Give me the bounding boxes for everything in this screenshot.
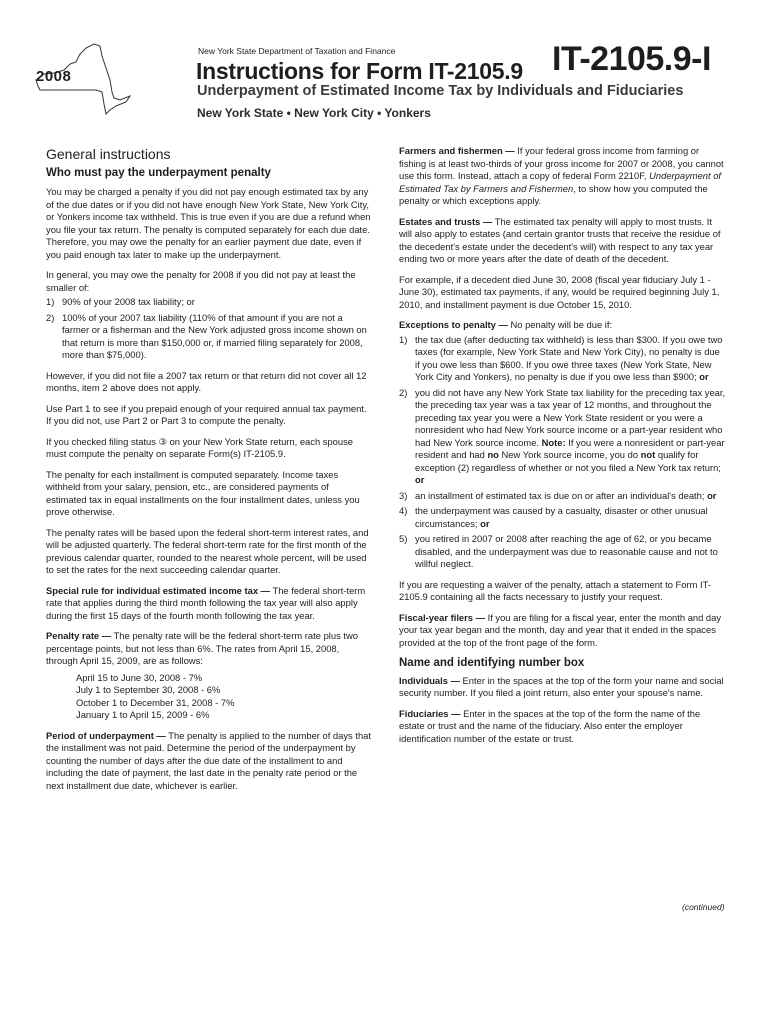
list-item: [46, 312, 372, 362]
subheading-name-box: Name and identifying number box: [399, 657, 585, 669]
tax-year: 2008: [36, 68, 72, 85]
body-text: Enter in the spaces at the top of the form your name and social security number. If you filed a joint return, also enter your spouse's name.: [399, 674, 724, 698]
list-number: 3): [399, 489, 408, 501]
note-text: If you were a nonresident or part-year resident and had: [415, 436, 725, 460]
note-emphasis: not: [640, 449, 656, 460]
special-rule-paragraph: [46, 585, 372, 623]
paragraph: For example, if a decedent died June 30, 2008 (fiscal year fiduciary July 1 - June 30), estimated tax payments, if any, would be required beginning July 1, 2010, and installment payment is due October 15, 2010.: [399, 273, 720, 310]
list-item: [399, 490, 727, 503]
page-subtitle: Underpayment of Estimated Income Tax by Individuals and Fiduciaries: [197, 83, 684, 99]
paragraph: In general, you may owe the penalty for 2008 if you did not pay at least the smaller of:: [46, 269, 356, 293]
list-text: an installment of estimated tax is due on or after an individual's death;: [415, 489, 708, 501]
department-name: New York State Department of Taxation and Finance: [198, 46, 396, 56]
fiscal-year-paragraph: [399, 612, 727, 650]
paragraph: You may be charged a penalty if you did not pay enough estimated tax by any of the due dates or if you did not have enough New York State, New York City, or Yonkers income tax withheld. This is true even if you are due a refund when you file your tax return. The penalty is computed separately for each due date. Therefore, you may owe the penalty for an earlier payment due date, even if you paid enough tax later to make up the underpayment.: [46, 186, 371, 260]
list-text: the tax due (after deducting tax withheld) is less than $300. If you owe two taxes (for example, New York State and New York City), no penalty is due if you owe less than $600. If you owe three taxes (New York State, New York City and Yonkers), no penalty is due if you owe less than $900;: [415, 333, 723, 382]
exceptions-paragraph: [399, 319, 727, 332]
individuals-paragraph: [399, 675, 727, 700]
jurisdiction-nys: New York State: [197, 106, 284, 120]
continued-note: (continued): [682, 902, 725, 912]
paragraph: If you checked filing status ③ on your New York State return, each spouse must compute the penalty on separate Form(s) IT-2105.9.: [46, 435, 354, 459]
estates-paragraph: [399, 216, 727, 266]
rate-list: [46, 672, 372, 722]
note-label: Note:: [541, 436, 566, 448]
form-title-italic: Underpayment of Estimated Tax by Farmers and Fishermen: [399, 170, 722, 194]
right-column: [399, 145, 727, 753]
lead-in: Farmers and fishermen —: [399, 145, 515, 156]
jurisdiction-yonkers: Yonkers: [384, 106, 431, 120]
paragraph: The penalty rates will be based upon the federal short-term interest rates, and will be adjusted quarterly. The federal short-term rate for the first month of the previous calendar quarter, rounded to the nearest whole percent, will be used to set the rates for the next succeeding calendar quarter.: [46, 526, 369, 575]
lead-in: Fiscal-year filers —: [399, 611, 485, 623]
list-text: the underpayment was caused by a casualty, disaster or other unusual circumstances;: [415, 505, 708, 529]
page-title: Instructions for Form IT-2105.9: [196, 58, 523, 84]
list-item: [399, 533, 727, 571]
lead-in: Period of underpayment —: [46, 729, 166, 741]
subheading-who-must-pay: Who must pay the underpayment penalty: [46, 166, 271, 179]
left-column: [46, 145, 372, 800]
body-text: The estimated tax penalty will apply to most trusts. It will also apply to estates (and certain grantor trusts that receive the residue of the decedent's estate under the decedent's will) with respect to any tax year ending two or more years after the date of death of the decedent.: [399, 215, 721, 264]
lead-in: Exceptions to penalty —: [399, 319, 508, 330]
list-text: 90% of your 2008 tax liability; or: [62, 296, 195, 307]
lead-in: Penalty rate —: [46, 630, 112, 641]
body-text: Enter in the spaces at the top of the form the name of the estate or trust and the name of the fiduciary. Also enter the employer identification number of the estate or trust.: [399, 707, 701, 744]
list-text: 100% of your 2007 tax liability (110% of that amount if you are not a farmer or a fisherman and the New York adjusted gross income shown on that return is more than $150,000 or, if married filing separately for 2008, more than $75,000).: [62, 311, 367, 360]
list-number: 2): [46, 311, 55, 323]
list-text: you retired in 2007 or 2008 after reaching the age of 62, or you became disabled, and the underpayment was due to reasonable cause and not to willful neglect.: [415, 533, 718, 569]
list-number: 1): [46, 296, 55, 307]
jurisdictions: [197, 106, 431, 120]
bullet-separator: •: [286, 106, 291, 120]
rate-item: October 1 to December 31, 2008 - 7%: [76, 696, 235, 708]
paragraph: The penalty for each installment is computed separately. Income taxes withheld from your salary, pension, etc., are considered payments of estimated tax in equal installments on the four installment dates, unless you prove otherwise.: [46, 468, 360, 517]
note-text: New York source income, you do: [498, 449, 641, 460]
list-number: 2): [399, 386, 408, 398]
rate-item: January 1 to April 15, 2009 - 6%: [76, 709, 210, 720]
farmers-paragraph: [399, 145, 727, 208]
note-text: qualify for exception (2) regardless of whether or not you filed a New York tax return;: [415, 449, 721, 473]
bullet-separator: •: [377, 106, 382, 120]
paragraph: Use Part 1 to see if you prepaid enough of your required annual tax payment. If you did not, use Part 2 or Part 3 to compute the penalty.: [46, 402, 367, 426]
penalty-rate-paragraph: [46, 630, 372, 668]
section-heading: General instructions: [46, 146, 171, 162]
list-number: 1): [399, 333, 408, 345]
list-conjunction: or: [480, 517, 490, 529]
list-item: [399, 387, 727, 487]
list-conjunction: or: [707, 489, 717, 501]
body-text: If you are filing for a fiscal year, enter the month and day your tax year began and the month, day and year that it ended in the spaces provided at the top of the front page of the form.: [399, 611, 722, 648]
list-text: you did not have any New York State tax liability for the preceding tax year, the preceding tax year was a tax year of 12 months, and throughout the preceding tax year you were a New York State resident or you were a nonresident who had New York source income or a part-year resident who had New York source income.: [415, 386, 726, 448]
body-text: The penalty is applied to the number of days that the installment was not paid. Determine the period of the underpayment by counting the number of days after the due date of the installment to and including the date of payment, the last date in the penalty rate period or the next installment due date, whichever is earlier.: [46, 729, 371, 791]
lead-in: Special rule for individual estimated income tax —: [46, 584, 271, 596]
list-item: [399, 505, 727, 530]
note-emphasis: no: [487, 449, 499, 460]
body-text: If your federal gross income from farming or fishing is at least two-thirds of your gross income for 2007 or 2008, you cannot use this form. Instead, attach a copy of federal Form 2210F,: [399, 145, 724, 181]
list-conjunction: or: [415, 474, 425, 485]
list-number: 5): [399, 533, 408, 544]
lead-in: Estates and trusts —: [399, 215, 493, 227]
rate-item: July 1 to September 30, 2008 - 6%: [76, 684, 221, 695]
list-item: [399, 334, 727, 384]
rate-item: April 15 to June 30, 2008 - 7%: [76, 671, 203, 683]
body-text: , to show how you computed the penalty or which exceptions apply.: [399, 182, 708, 206]
lead-in: Individuals —: [399, 674, 460, 686]
list-number: 4): [399, 505, 408, 516]
body-text: The federal short-term rate that applies during the third month following the tax year will also apply during the first 15 days of the fourth month following the tax year.: [46, 584, 366, 621]
body-text: The penalty rate will be the federal short-term rate plus two percentage points, but not less than 6%. The rates from April 15, 2008, through April 15, 2009, are as follows:: [46, 630, 358, 666]
form-number: IT-2105.9-I: [552, 40, 711, 78]
fiduciaries-paragraph: [399, 708, 727, 746]
body-text: No penalty will be due if:: [507, 319, 613, 330]
period-paragraph: [46, 730, 372, 793]
paragraph: If you are requesting a waiver of the penalty, attach a statement to Form IT-2105.9 containing all the facts necessary to justify your request.: [399, 578, 711, 602]
lead-in: Fiduciaries —: [399, 707, 461, 719]
list-conjunction: or: [699, 371, 709, 382]
paragraph: However, if you did not file a 2007 tax return or that return did not cover all 12 months, item 2 above does not apply.: [46, 369, 367, 393]
list-item: [46, 296, 372, 309]
jurisdiction-nyc: New York City: [294, 106, 374, 120]
